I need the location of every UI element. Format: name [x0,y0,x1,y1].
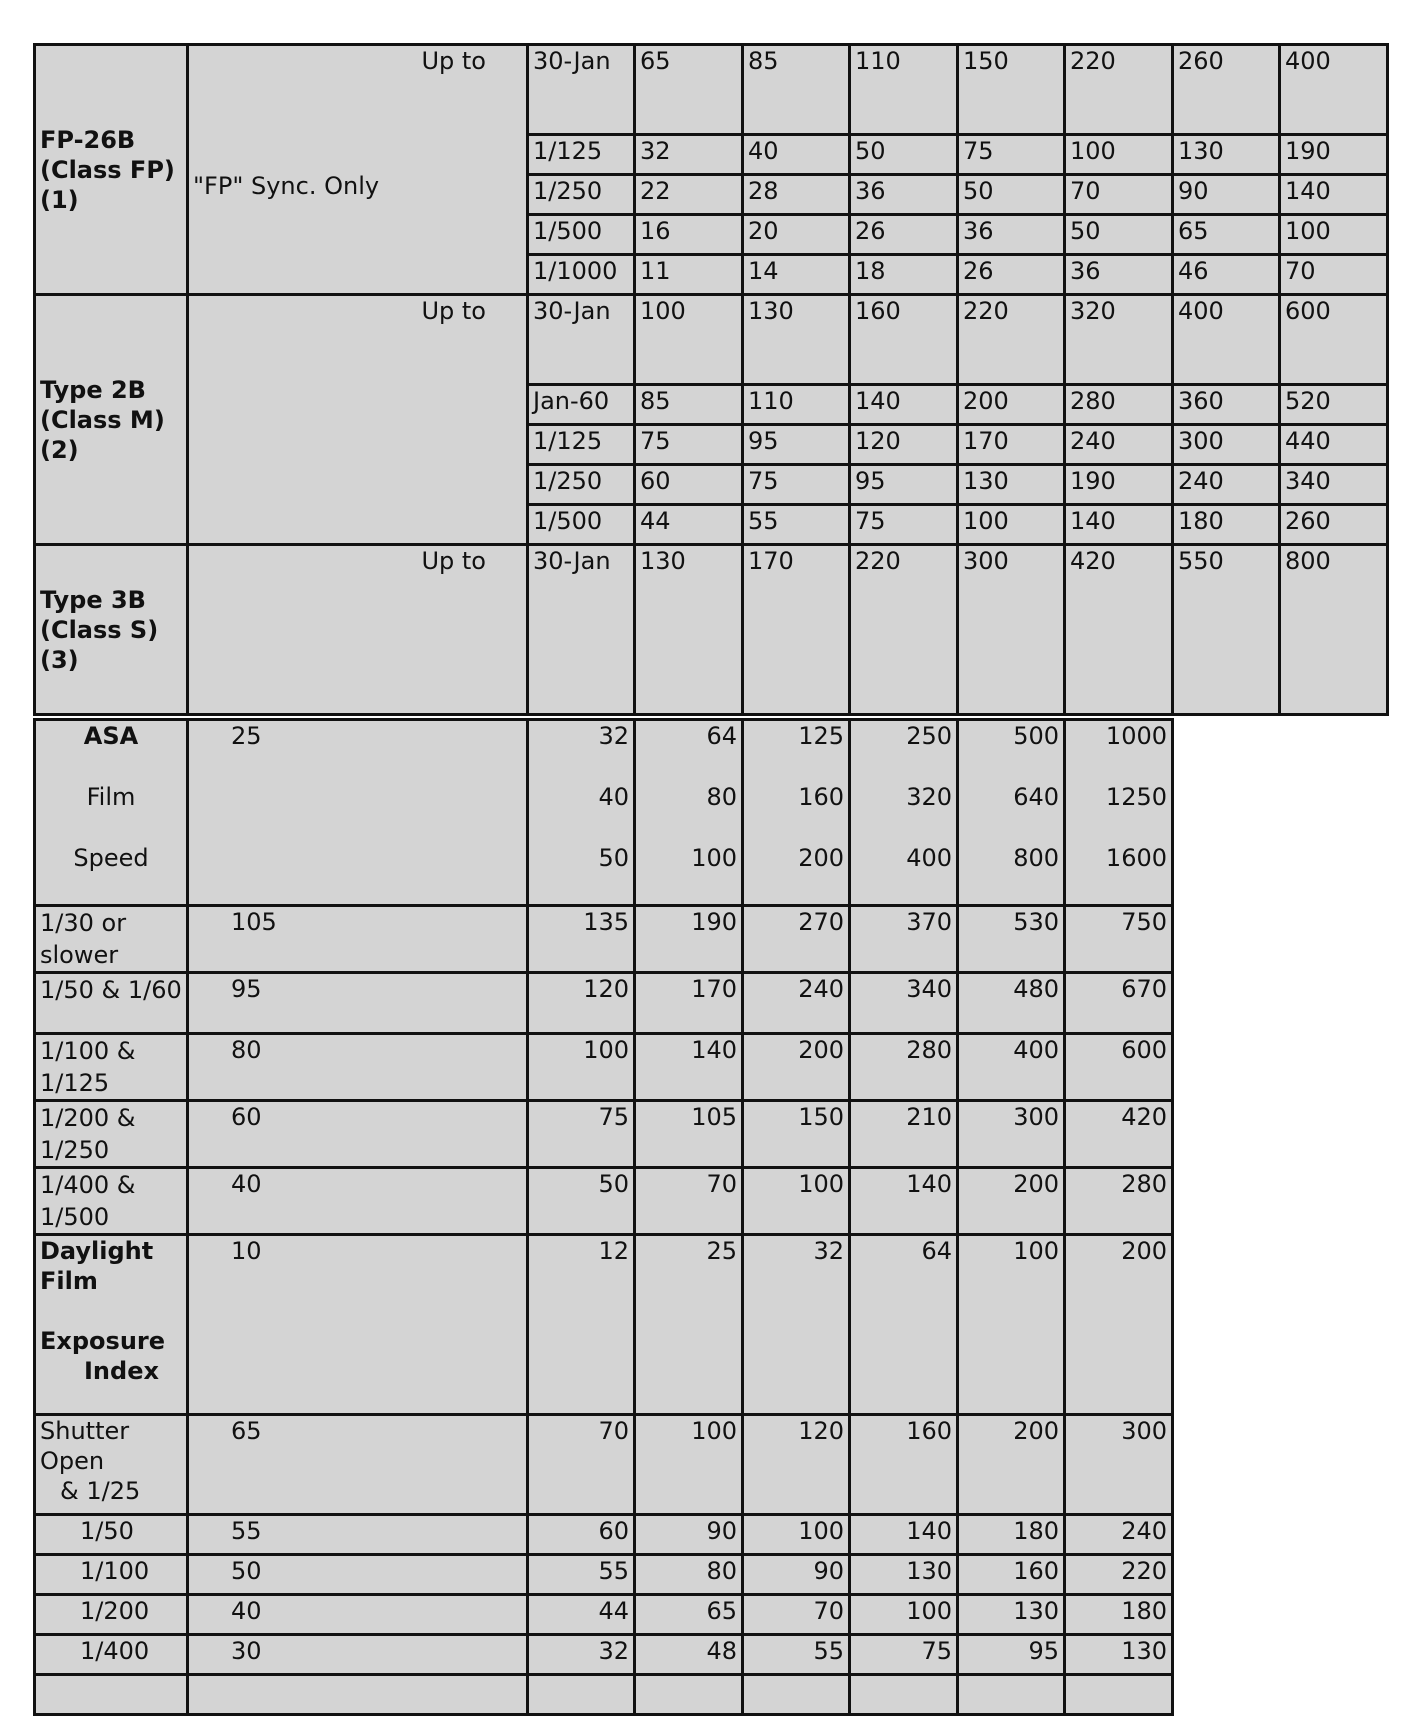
guide-number-cell: 70 [635,1168,743,1235]
guide-number-cell: 220 [850,545,958,715]
guide-number-cell: 85 [743,45,850,135]
guide-number-cell: 190 [635,906,743,973]
film-speed-cell [1065,720,1173,906]
guide-number-cell: 105 [635,1101,743,1168]
exposure-index-cell: 25 [635,1235,743,1415]
guide-number-cell: 120 [850,425,958,465]
flash-type-label-line: (2) [40,435,79,464]
guide-number-cell: 280 [1065,1168,1173,1235]
guide-number-cell: 75 [528,1101,635,1168]
guide-number-cell: 280 [850,1034,958,1101]
film-speed-value: 100 [691,844,737,872]
film-speed-value: 1600 [1105,844,1167,872]
base-value-cell: 40 [188,1168,528,1235]
empty-cell [1065,1675,1173,1715]
film-speed-table [33,718,1174,1716]
base-value-cell: 65 [188,1415,528,1515]
guide-number-cell: 600 [1280,295,1388,385]
base-value-cell: 30 [188,1635,528,1675]
empty-cell [528,1675,635,1715]
guide-number-cell: 400 [1280,45,1388,135]
guide-number-cell: 95 [850,465,958,505]
shutter-label: 1/30 or slower [35,906,188,973]
table-row [35,1101,1173,1168]
guide-number-cell: 75 [635,425,743,465]
film-speed-cell [635,720,743,906]
exposure-value-cell: 200 [958,1415,1065,1515]
exposure-index-cell: 100 [958,1235,1065,1415]
shutter-speed-cell: 1/500 [528,215,635,255]
exposure-index-cell: 12 [528,1235,635,1415]
guide-number-cell: 100 [1065,135,1173,175]
film-speed-value: 32 [598,722,629,750]
base-value-cell: 80 [188,1034,528,1101]
exposure-value-cell: 55 [743,1635,850,1675]
guide-number-cell: 170 [743,545,850,715]
film-speed-cell [743,720,850,906]
guide-number-cell: 210 [850,1101,958,1168]
flash-guide-table [33,43,1389,716]
guide-number-cell: 44 [635,505,743,545]
guide-number-cell: 100 [1280,215,1388,255]
guide-number-cell: 16 [635,215,743,255]
guide-number-cell: 75 [850,505,958,545]
guide-number-cell: 130 [958,465,1065,505]
exposure-value-cell: 90 [635,1515,743,1555]
table-row [35,1415,1173,1515]
shutter-speed-cell: 1/250 [528,465,635,505]
flash-type-label-line: (Class FP) [40,155,175,184]
shutter-label-line: Open [40,1447,105,1475]
guide-number-cell: 26 [958,255,1065,295]
up-to-label: Up to [421,47,486,75]
guide-number-cell: 140 [1280,175,1388,215]
empty-cell [958,1675,1065,1715]
table-row [35,1168,1173,1235]
guide-number-cell: 550 [1173,545,1280,715]
table-row [35,1675,1173,1715]
flash-type-label-line: Type 3B [40,585,146,614]
film-speed-value: 160 [798,783,844,811]
shutter-speed-cell: 1/125 [528,135,635,175]
exposure-value-cell: 70 [528,1415,635,1515]
guide-number-cell: 70 [1065,175,1173,215]
guide-number-cell: 220 [1065,45,1173,135]
exposure-value-cell: 160 [958,1555,1065,1595]
guide-number-cell: 18 [850,255,958,295]
guide-number-cell: 400 [1173,295,1280,385]
asa-label [35,720,188,906]
guide-number-cell: 22 [635,175,743,215]
shutter-label-line: 1/400 [80,1637,150,1665]
guide-number-cell: 140 [635,1034,743,1101]
shutter-label-line: 1/100 [80,1557,150,1585]
exposure-value-cell: 100 [635,1415,743,1515]
guide-number-cell: 70 [1280,255,1388,295]
guide-number-cell: 600 [1065,1034,1173,1101]
asa-label-line: ASA [83,722,139,750]
film-speed-value: 80 [706,783,737,811]
guide-number-cell: 670 [1065,973,1173,1034]
guide-number-cell: 180 [1173,505,1280,545]
guide-number-cell: 320 [1065,295,1173,385]
sync-cell [188,295,528,545]
base-value-cell: 105 [188,906,528,973]
guide-number-cell: 130 [743,295,850,385]
guide-number-cell: 280 [1065,385,1173,425]
guide-number-cell: 300 [1173,425,1280,465]
shutter-label [35,1415,188,1515]
asa-label-line: Speed [73,844,149,872]
guide-number-cell: 100 [743,1168,850,1235]
empty-cell [35,1675,188,1715]
guide-number-cell: 440 [1280,425,1388,465]
flash-type-label-line: (3) [40,645,79,674]
exposure-index-cell: 64 [850,1235,958,1415]
guide-number-cell: 170 [635,973,743,1034]
guide-number-cell: 36 [1065,255,1173,295]
exposure-value-cell: 120 [743,1415,850,1515]
table-row [35,1034,1173,1101]
guide-number-cell: 50 [1065,215,1173,255]
film-speed-value: 320 [906,783,952,811]
asa-header-row [35,720,1173,906]
exposure-value-cell: 75 [850,1635,958,1675]
film-speed-value: 640 [1013,783,1059,811]
empty-cell [850,1675,958,1715]
guide-number-cell: 340 [1280,465,1388,505]
guide-number-cell: 300 [958,545,1065,715]
exposure-value-cell: 180 [958,1515,1065,1555]
guide-number-cell: 100 [958,505,1065,545]
table-row [35,1635,1173,1675]
guide-number-cell: 130 [635,545,743,715]
daylight-label [35,1235,188,1415]
flash-type-label [35,45,188,295]
guide-number-cell: 140 [850,1168,958,1235]
exposure-value-cell: 220 [1065,1555,1173,1595]
guide-number-cell: 150 [958,45,1065,135]
shutter-label: 1/50 & 1/60 [35,973,188,1034]
guide-number-cell: 90 [1173,175,1280,215]
shutter-speed-cell: 30-Jan [528,545,635,715]
guide-number-cell: 36 [850,175,958,215]
guide-number-cell: 100 [528,1034,635,1101]
guide-number-cell: 240 [1065,425,1173,465]
exposure-value-cell: 48 [635,1635,743,1675]
film-speed-cell [958,720,1065,906]
film-speed-value: 1250 [1105,783,1167,811]
guide-number-cell: 520 [1280,385,1388,425]
guide-number-cell: 300 [958,1101,1065,1168]
flash-type-label-line: (Class S) [40,615,159,644]
shutter-label-line: Shutter [40,1417,130,1445]
flash-type-label-line: (Class M) [40,405,165,434]
guide-number-cell: 130 [1173,135,1280,175]
table-row [35,906,1173,973]
shutter-label: 1/400 & 1/500 [35,1168,188,1235]
guide-number-cell: 85 [635,385,743,425]
guide-number-cell: 110 [743,385,850,425]
daylight-label-line: Daylight [40,1237,154,1265]
guide-number-cell: 240 [743,973,850,1034]
shutter-label [35,1595,188,1635]
guide-number-cell: 20 [743,215,850,255]
exposure-value-cell: 180 [1065,1595,1173,1635]
guide-number-cell: 28 [743,175,850,215]
exposure-value-cell: 90 [743,1555,850,1595]
guide-number-cell: 26 [850,215,958,255]
exposure-value-cell: 240 [1065,1515,1173,1555]
film-speed-value: 500 [1013,722,1059,750]
shutter-speed-cell: 30-Jan [528,295,635,385]
film-speed-value: 250 [906,722,952,750]
guide-number-cell: 370 [850,906,958,973]
film-speed-value: 400 [906,844,952,872]
base-value-cell: 60 [188,1101,528,1168]
exposure-index-cell: 200 [1065,1235,1173,1415]
up-to-label: Up to [421,547,486,575]
base-value-cell: 40 [188,1595,528,1635]
exposure-value-cell: 130 [1065,1635,1173,1675]
table-row [35,1555,1173,1595]
daylight-label-line: Film [40,1267,98,1295]
guide-number-cell: 140 [850,385,958,425]
empty-cell [635,1675,743,1715]
empty-cell [743,1675,850,1715]
guide-number-cell: 120 [528,973,635,1034]
film-speed-cell [528,720,635,906]
guide-number-cell: 360 [1173,385,1280,425]
guide-number-cell: 420 [1065,1101,1173,1168]
guide-number-cell: 75 [743,465,850,505]
guide-number-cell: 220 [958,295,1065,385]
guide-number-cell: 95 [743,425,850,465]
film-speed-value: 800 [1013,844,1059,872]
shutter-speed-cell: Jan-60 [528,385,635,425]
exposure-value-cell: 130 [850,1555,958,1595]
exposure-value-cell: 130 [958,1595,1065,1635]
table-row [35,1515,1173,1555]
guide-number-cell: 46 [1173,255,1280,295]
shutter-speed-cell: 1/250 [528,175,635,215]
table-row [35,545,1388,715]
flash-type-label-line: FP-26B [40,125,136,154]
guide-number-cell: 200 [958,385,1065,425]
guide-number-cell: 160 [850,295,958,385]
guide-number-cell: 200 [958,1168,1065,1235]
guide-number-cell: 140 [1065,505,1173,545]
table-row [35,1595,1173,1635]
guide-number-cell: 55 [743,505,850,545]
film-speed-value: 1000 [1105,722,1167,750]
guide-number-cell: 100 [635,295,743,385]
guide-number-cell: 750 [1065,906,1173,973]
guide-number-cell: 50 [528,1168,635,1235]
exposure-value-cell: 140 [850,1515,958,1555]
exposure-value-cell: 300 [1065,1415,1173,1515]
shutter-label [35,1515,188,1555]
guide-number-cell: 14 [743,255,850,295]
shutter-speed-cell: 1/125 [528,425,635,465]
film-speed-value: 125 [798,722,844,750]
flash-type-label-line: (1) [40,185,79,214]
guide-number-cell: 530 [958,906,1065,973]
guide-number-cell: 200 [743,1034,850,1101]
flash-type-label-line: Type 2B [40,375,146,404]
guide-number-cell: 480 [958,973,1065,1034]
exposure-value-cell: 60 [528,1515,635,1555]
asa-base-value: 25 [188,720,528,906]
base-value-cell: 50 [188,1555,528,1595]
guide-number-cell: 260 [1280,505,1388,545]
guide-number-cell: 50 [850,135,958,175]
flash-type-label [35,295,188,545]
guide-number-cell: 75 [958,135,1065,175]
shutter-label-line: 1/50 [80,1517,134,1545]
shutter-label-line: & 1/25 [60,1477,141,1505]
guide-number-cell: 60 [635,465,743,505]
base-value-cell: 95 [188,973,528,1034]
guide-number-cell: 50 [958,175,1065,215]
exposure-value-cell: 100 [850,1595,958,1635]
film-speed-cell [850,720,958,906]
guide-number-cell: 135 [528,906,635,973]
exposure-value-cell: 160 [850,1415,958,1515]
guide-number-cell: 270 [743,906,850,973]
guide-number-cell: 65 [1173,215,1280,255]
exposure-index-cell: 32 [743,1235,850,1415]
table-row [35,45,1388,135]
shutter-label-line: 1/200 [80,1597,150,1625]
guide-number-cell: 36 [958,215,1065,255]
shutter-speed-cell: 1/1000 [528,255,635,295]
guide-number-cell: 40 [743,135,850,175]
exposure-value-cell: 100 [743,1515,850,1555]
exposure-value-cell: 44 [528,1595,635,1635]
guide-number-cell: 190 [1065,465,1173,505]
exposure-value-cell: 95 [958,1635,1065,1675]
asa-label-line: Film [86,783,136,811]
daylight-label-line: Index [84,1357,159,1385]
guide-number-cell: 65 [635,45,743,135]
daylight-header-row [35,1235,1173,1415]
guide-number-cell: 400 [958,1034,1065,1101]
guide-number-cell: 110 [850,45,958,135]
guide-number-cell: 150 [743,1101,850,1168]
empty-cell [188,1675,528,1715]
sync-cell [188,545,528,715]
guide-number-cell: 340 [850,973,958,1034]
base-value-cell: 55 [188,1515,528,1555]
shutter-speed-cell: 1/500 [528,505,635,545]
film-speed-value: 200 [798,844,844,872]
shutter-label: 1/100 & 1/125 [35,1034,188,1101]
exposure-value-cell: 70 [743,1595,850,1635]
guide-number-cell: 800 [1280,545,1388,715]
exposure-value-cell: 55 [528,1555,635,1595]
film-speed-value: 50 [598,844,629,872]
shutter-label: 1/200 & 1/250 [35,1101,188,1168]
base-value-cell: 10 [188,1235,528,1415]
exposure-value-cell: 65 [635,1595,743,1635]
exposure-value-cell: 80 [635,1555,743,1595]
sync-cell [188,45,528,295]
shutter-label [35,1555,188,1595]
guide-number-cell: 32 [635,135,743,175]
up-to-label: Up to [421,297,486,325]
sync-note: "FP" Sync. Only [193,172,380,200]
shutter-label [35,1635,188,1675]
daylight-label-line: Exposure [40,1327,166,1355]
film-speed-value: 40 [598,783,629,811]
guide-number-cell: 240 [1173,465,1280,505]
flash-type-label [35,545,188,715]
guide-number-cell: 420 [1065,545,1173,715]
guide-number-cell: 190 [1280,135,1388,175]
table-row [35,973,1173,1034]
shutter-speed-cell: 30-Jan [528,45,635,135]
guide-number-cell: 260 [1173,45,1280,135]
table-row [35,295,1388,385]
guide-number-cell: 170 [958,425,1065,465]
guide-number-cell: 11 [635,255,743,295]
exposure-value-cell: 32 [528,1635,635,1675]
film-speed-value: 64 [706,722,737,750]
